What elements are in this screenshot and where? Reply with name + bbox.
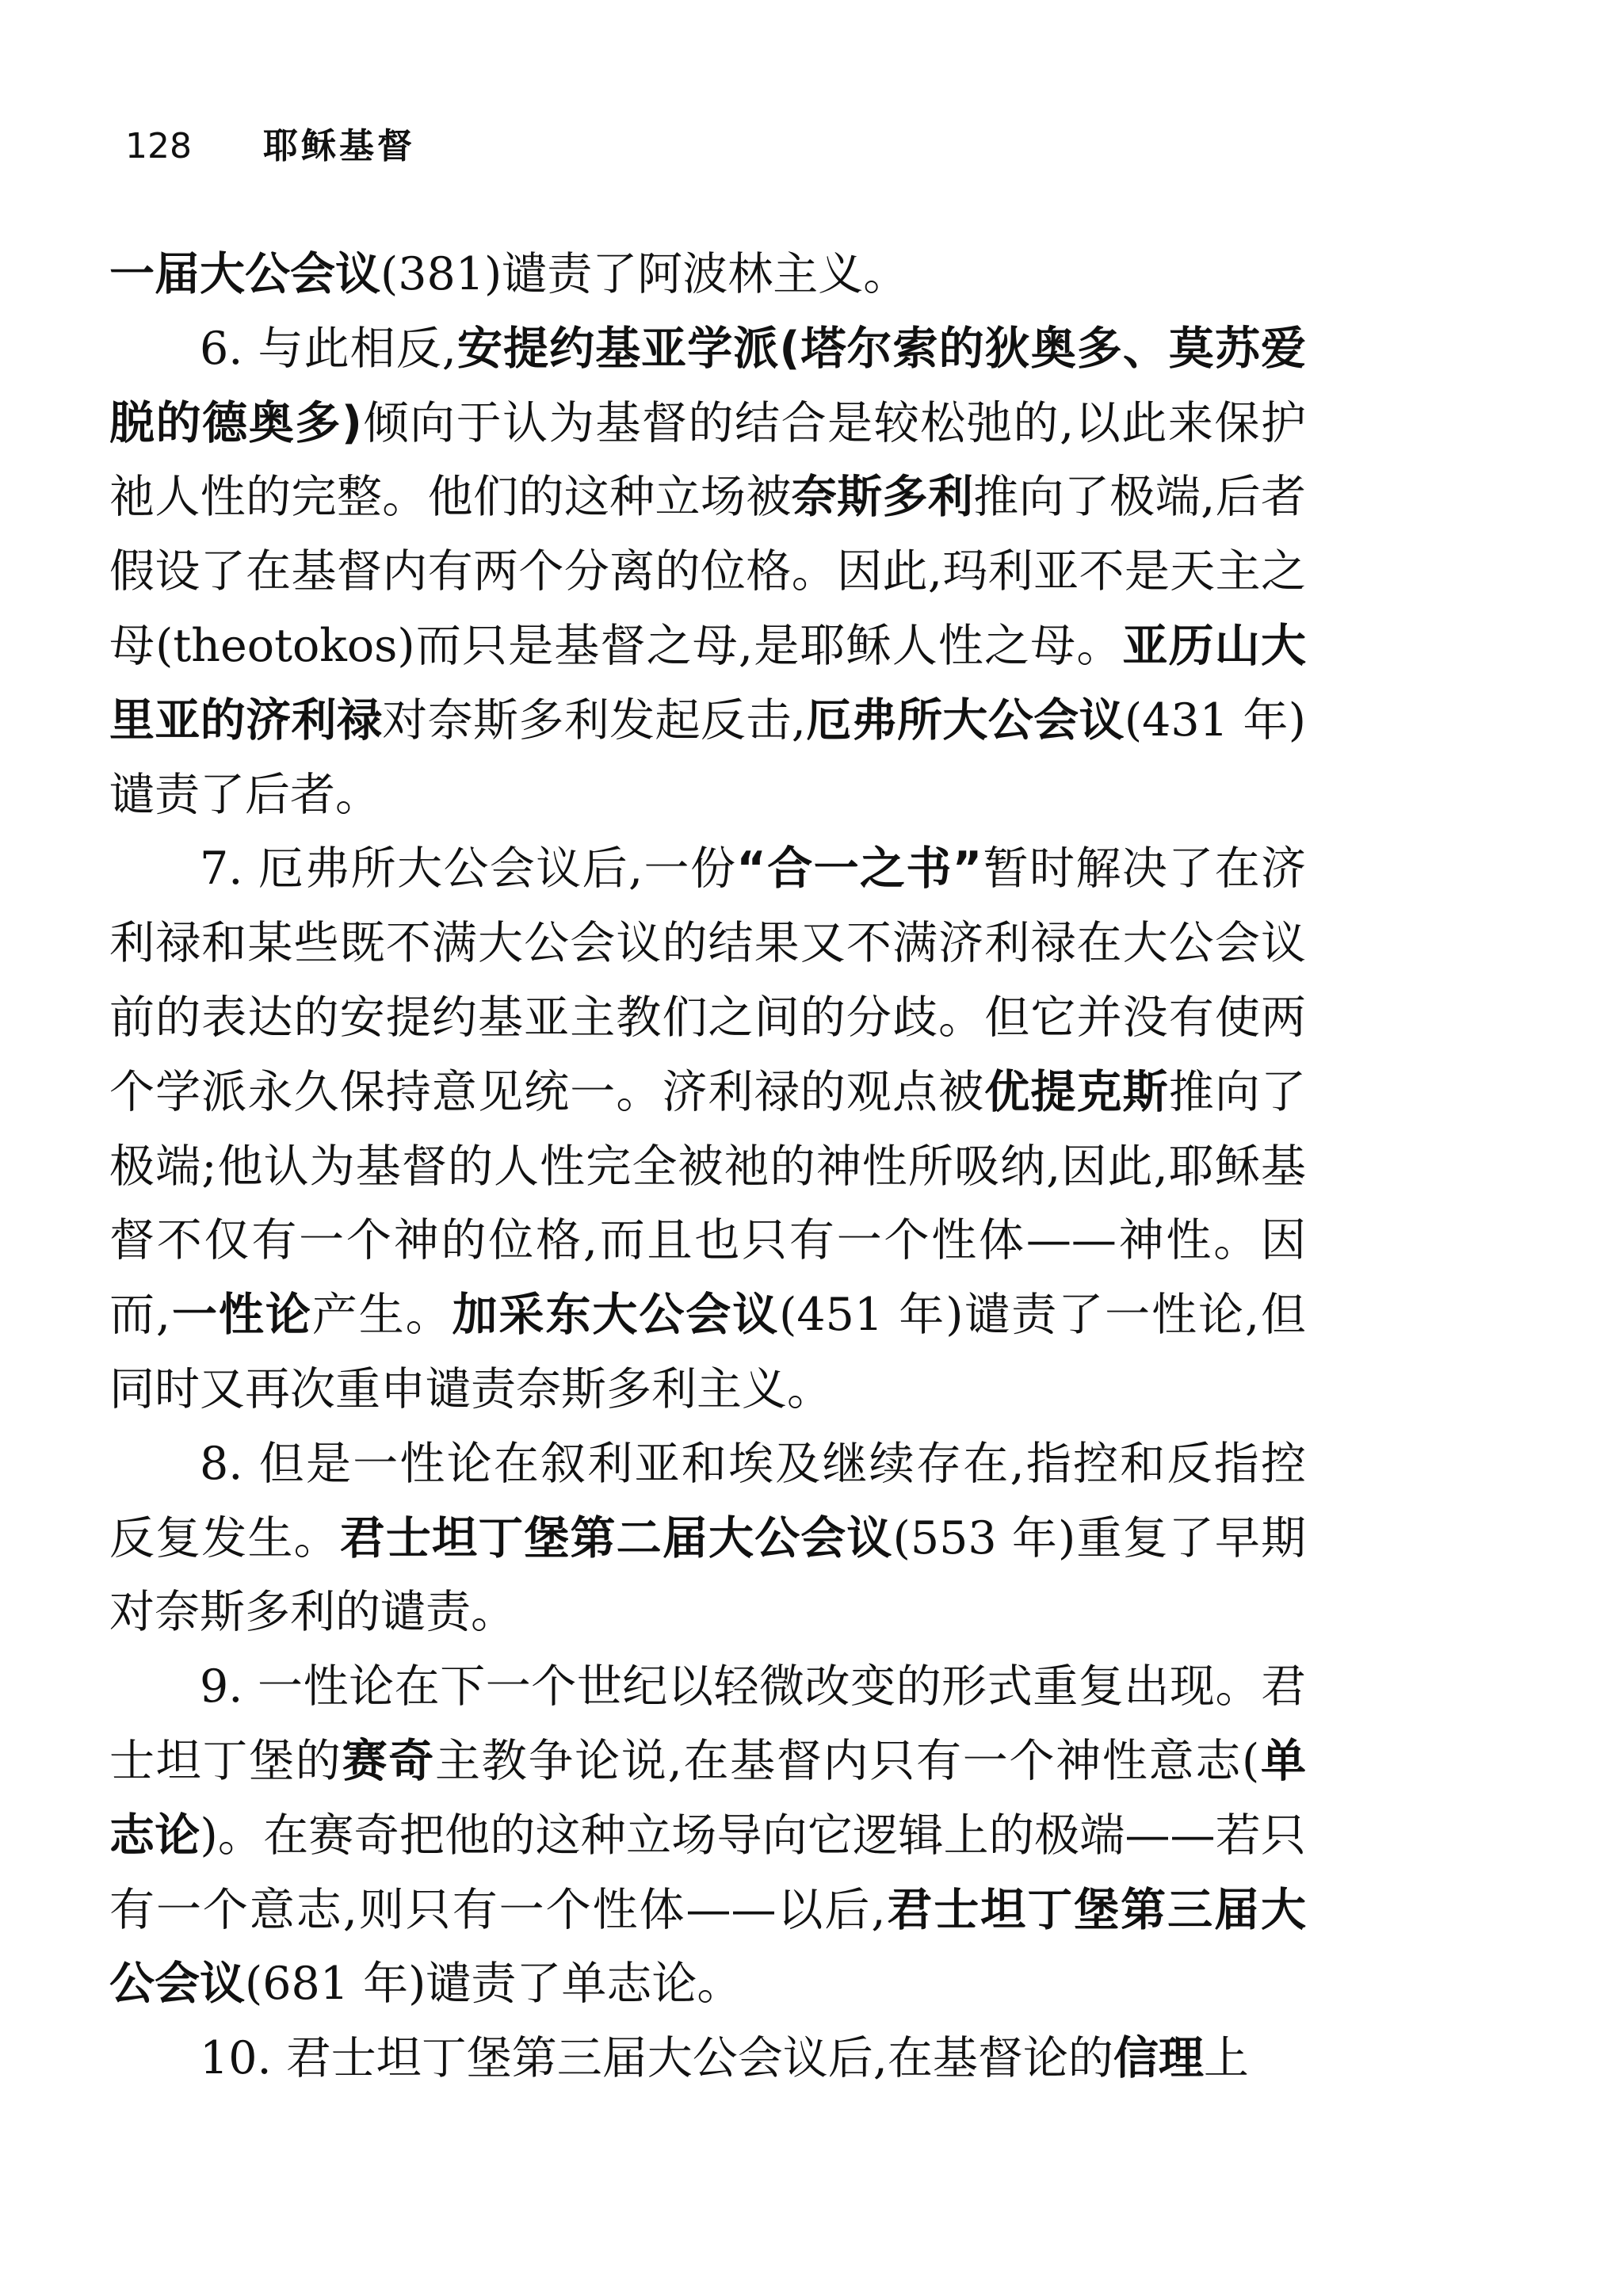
text-run: (681 年)谴责了单志论。 <box>245 1958 743 2011</box>
text-run: 暂时解决了在济利禄和某些既不满大公会议的结果又不满济利禄在大公会议前的表达的安提约基亚主教们之间的分歧。但它并没有使两个学派永久保持意见统一。济利禄的观点被 <box>109 842 1306 1118</box>
text-run: 推向了极端,后者假设了在基督内有两个分离的位格。因此,玛利亚不是天主之母(theotokos)而只是基督之母,是耶稣人性之母。 <box>109 471 1307 672</box>
text-run: 产生。 <box>311 1289 453 1342</box>
bold-term: “合一之书” <box>736 842 983 896</box>
running-header <box>125 123 415 170</box>
bold-term: 优提克斯 <box>984 1065 1169 1118</box>
text-run: (553 年)重复了早期对奈斯多利的谴责。 <box>109 1511 1307 1639</box>
bold-term: 君士坦丁堡第二届大公会议 <box>339 1511 893 1564</box>
text-run: 6. 与此相反, <box>200 322 456 375</box>
paragraph-p10 <box>109 2022 1306 2096</box>
bold-term: 加采东大公会议 <box>452 1289 780 1342</box>
text-run: )。在赛奇把他的这种立场导向它逻辑上的极端——若只有一个意志,则只有一个性体——以后, <box>109 1809 1306 1936</box>
bold-term: 一届大公会议 <box>109 248 380 300</box>
paragraph-p6 <box>109 312 1306 833</box>
bold-term: 奈斯多利 <box>791 471 974 524</box>
text-run: 倾向于认为基督的结合是较松弛的,以此来保护祂人性的完整。他们的这种立场被 <box>109 396 1306 524</box>
text-run: 8. 但是一性论在叙利亚和埃及继续存在,指控和反指控反复发生。 <box>109 1437 1306 1564</box>
paragraph-p7 <box>109 832 1306 1427</box>
bold-term: 单志论 <box>109 1734 1307 1862</box>
text-run: 对奈斯多利发起反击, <box>382 693 806 747</box>
bold-term: 厄弗所大公会议 <box>805 693 1125 747</box>
text-run: 推向了极端;他认为基督的人性完全被祂的神性所吸纳,因此,耶稣基督不仅有一个神的位格,而且也只有一个性体——神性。因而, <box>109 1065 1307 1342</box>
text-run: (431 年)谴责了后者。 <box>109 693 1307 821</box>
text-run: 主教争论说,在基督内只有一个神性意志( <box>435 1734 1260 1787</box>
paragraph-p-cont <box>109 238 1306 312</box>
page-number: 128 <box>125 126 192 166</box>
book-title: 耶稣基督 <box>262 126 415 166</box>
bold-term: 一性论 <box>170 1289 312 1342</box>
bold-term: 信理 <box>1113 2032 1204 2085</box>
text-run: 9. 一性论在下一个世纪以轻微改变的形式重复出现。君士坦丁堡的 <box>109 1660 1306 1787</box>
bold-term: 亚历山大里亚的济利禄 <box>109 619 1307 747</box>
bold-term: 君士坦丁堡第三届大公会议 <box>109 1883 1306 2011</box>
text-run: (381)谴责了阿波林主义。 <box>380 248 909 300</box>
paragraph-p9 <box>109 1650 1306 2022</box>
text-run: 7. 厄弗所大公会议后,一份 <box>200 842 737 896</box>
body-text <box>109 238 1306 2096</box>
bold-term: 赛奇 <box>342 1734 436 1787</box>
text-run: (451 年)谴责了一性论,但同时又再次重申谴责奈斯多利主义。 <box>109 1289 1307 1415</box>
text-run: 上 <box>1203 2032 1249 2085</box>
text-run: 10. 君士坦丁堡第三届大公会议后,在基督论的 <box>200 2032 1113 2085</box>
bold-term: 安提约基亚学派(塔尔索的狄奥多、莫苏爱脱的德奥多) <box>109 322 1306 449</box>
paragraph-p8 <box>109 1427 1306 1650</box>
